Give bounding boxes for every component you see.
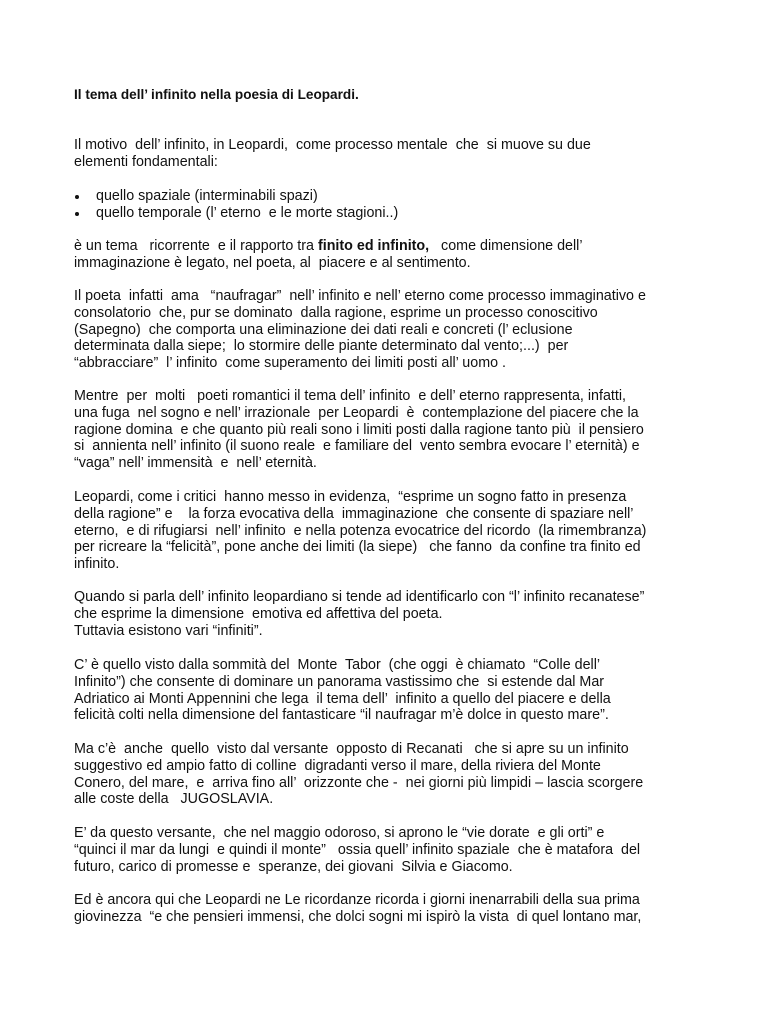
- text-line: eterno, e di rifugiarsi nell’ infinito e nella potenza evocatrice del ricordo (la rimembranza): [74, 522, 647, 539]
- text-line: infinito.: [74, 556, 120, 573]
- text-line: Ed è ancora qui che Leopardi ne Le ricordanze ricorda i giorni inenarrabili della sua prima: [74, 892, 640, 908]
- text-line: si annienta nell’ infinito (il suono reale e familiare del vento sembra evocare l’ eternità) e: [74, 438, 640, 455]
- list-item: quello temporale (l’ eterno e le morte stagioni..): [74, 205, 398, 222]
- text-line: [74, 238, 714, 255]
- text-line: Adriatico ai Monti Appennini che lega il tema dell’ infinito a quello del piacere e della: [74, 690, 611, 707]
- paragraph-monte-tabor: [74, 657, 714, 724]
- paragraph-maggio: [74, 825, 714, 875]
- text-line: “abbracciare” l’ infinito come superamento dei limiti posti all’ uomo .: [74, 355, 506, 372]
- text-line: “vaga” nell’ immensità e nell’ eternità.: [74, 455, 317, 472]
- paragraph-ricordanze: [74, 892, 714, 926]
- text-line: elementi fondamentali:: [74, 153, 218, 170]
- text-line: immaginazione è legato, nel poeta, al piacere e al sentimento.: [74, 254, 471, 271]
- text-line: Il poeta infatti ama “naufragar” nell’ infinito e nell’ eterno come processo immaginativo e: [74, 288, 646, 304]
- paragraph-intro: [74, 137, 714, 171]
- text-line: determinata dalla siepe; lo stormire delle piante determinato dal vento;...) per: [74, 338, 569, 355]
- text-line: giovinezza “e che pensieri immensi, che dolci sogni mi ispirò la vista di quel lontano mar,: [74, 908, 642, 925]
- text-line: della ragione” e la forza evocativa della immaginazione che consente di spaziare nell’: [74, 505, 634, 522]
- text-line: futuro, carico di promesse e speranze, dei giovani Silvia e Giacomo.: [74, 858, 513, 875]
- text-line: Il motivo dell’ infinito, in Leopardi, come processo mentale che si muove su due: [74, 137, 591, 153]
- paragraph-romantici: [74, 388, 714, 472]
- text-line: per ricreare la “felicità”, pone anche dei limiti (la siepe) che fanno da confine tra finito ed: [74, 539, 641, 556]
- text-line: che esprime la dimensione emotiva ed affettiva del poeta.: [74, 605, 443, 622]
- paragraph-critici: [74, 489, 714, 573]
- text-line: ragione domina e che quanto più reali sono i limiti posti dalla ragione tanto più il pensiero: [74, 421, 644, 438]
- text-run: è un tema ricorrente e il rapporto tra: [74, 238, 318, 254]
- text-run: come dimensione dell’: [429, 238, 583, 254]
- bullet-list: [74, 188, 398, 222]
- text-line: “quinci il mar da lungi e quindi il monte” ossia quell’ infinito spaziale che è matafora del: [74, 841, 641, 858]
- text-line: felicità colti nella dimensione del fantasticare “il naufragar m’è dolce in questo mare”.: [74, 707, 609, 724]
- text-line: alle coste della JUGOSLAVIA.: [74, 791, 274, 808]
- paragraph-recanatese: [74, 589, 714, 639]
- text-line: Ma c’è anche quello visto dal versante opposto di Recanati che si apre su un infinito: [74, 741, 629, 757]
- list-item: quello spaziale (interminabili spazi): [74, 188, 398, 205]
- bold-phrase: finito ed infinito,: [317, 238, 430, 254]
- text-line: Quando si parla dell’ infinito leopardiano si tende ad identificarlo con “l’ infinito recanatese”: [74, 589, 645, 605]
- text-line: Leopardi, come i critici hanno messo in evidenza, “esprime un sogno fatto in presenza: [74, 489, 627, 505]
- text-line: Mentre per molti poeti romantici il tema dell’ infinito e dell’ eterno rappresenta, infatti,: [74, 388, 627, 404]
- text-line: consolatorio che, pur se dominato dalla ragione, esprime un processo conoscitivo: [74, 304, 598, 321]
- text-line: una fuga nel sogno e nell’ irrazionale per Leopardi è contemplazione del piacere che la: [74, 404, 639, 421]
- text-line: E’ da questo versante, che nel maggio odoroso, si aprono le “vie dorate e gli orti” e: [74, 825, 605, 841]
- document-title: Il tema dell’ infinito nella poesia di Leopardi.: [74, 87, 359, 102]
- text-line: (Sapegno) che comporta una eliminazione dei dati reali e concreti (l’ eclusione: [74, 321, 573, 338]
- text-line: Conero, del mare, e arriva fino all’ orizzonte che - nei giorni più limpidi – lascia scorgere: [74, 774, 644, 791]
- paragraph-naufragar: [74, 288, 714, 372]
- text-line: Tuttavia esistono vari “infiniti”.: [74, 622, 263, 639]
- text-line: suggestivo ed ampio fatto di colline digradanti verso il mare, della riviera del Monte: [74, 757, 601, 774]
- paragraph-finito: [74, 238, 714, 272]
- text-line: Infinito”) che consente di dominare un panorama vastissimo che si estende dal Mar: [74, 673, 605, 690]
- text-line: C’ è quello visto dalla sommità del Monte Tabor (che oggi è chiamato “Colle dell’: [74, 657, 601, 673]
- paragraph-versante: [74, 741, 714, 808]
